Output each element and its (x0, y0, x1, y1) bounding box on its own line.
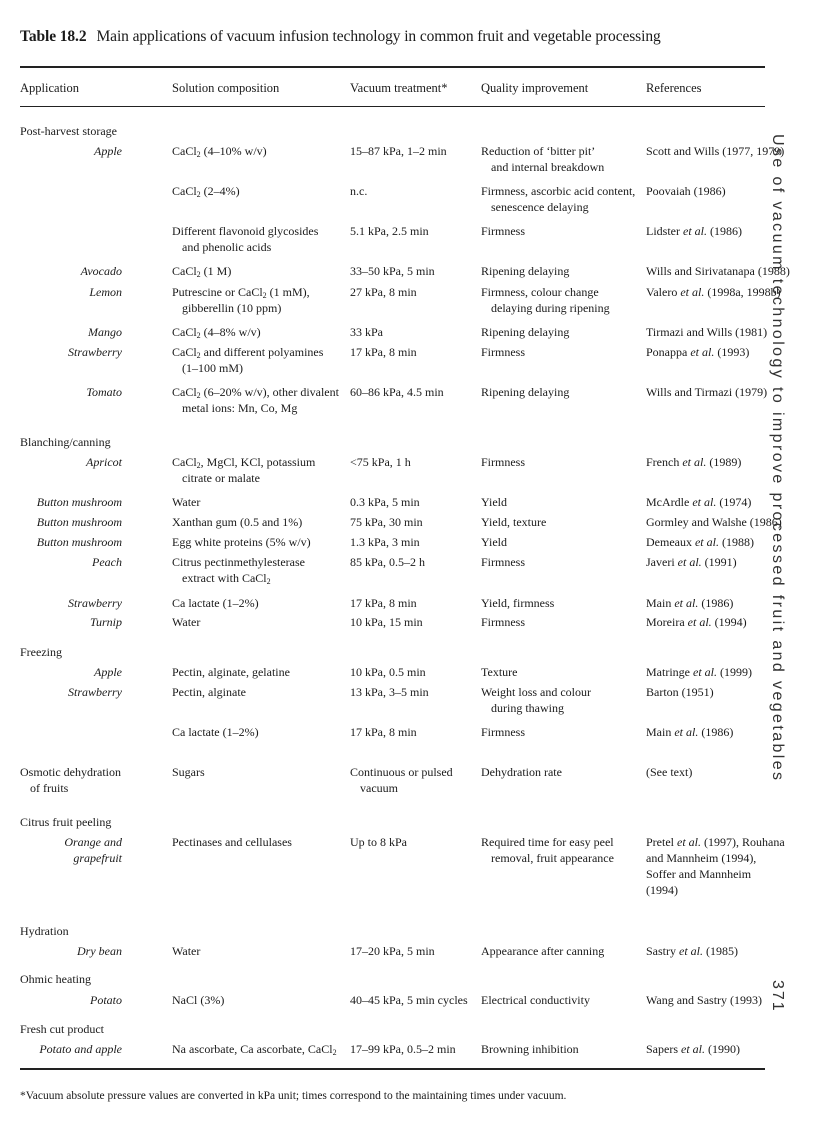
cell-qual: Firmness (481, 725, 526, 739)
cell-qual: Firmness (481, 455, 526, 469)
cell-app: Strawberry (68, 345, 122, 359)
cell-sol: Sugars (172, 765, 205, 779)
cell-qual: Firmness (481, 224, 526, 238)
cell-qual: Electrical conductivity (481, 993, 590, 1007)
cell-sol: CaCl$_2$ (4–8% w/v) (172, 325, 261, 340)
table-caption: Main applications of vacuum infusion technology in common fruit and vegetable processing (96, 28, 661, 45)
page-number: 371 (769, 980, 786, 1013)
section-hydration: Hydration (20, 924, 69, 938)
cell-sol: Pectin, alginate, gelatine (172, 665, 290, 679)
table-title (20, 28, 661, 46)
cell-sol: NaCl (3%) (172, 993, 225, 1007)
cell-ref: Sastry et al. (1985) (646, 944, 738, 958)
cell-sol: Water (172, 944, 201, 958)
cell-app: Avocado (80, 264, 122, 278)
cell-sol: CaCl$_2$, MgCl, KCl, potassium citrate or malate (172, 455, 316, 485)
section-ohmic: Ohmic heating (20, 972, 91, 986)
cell-sol: CaCl$_2$ (4–10% w/v) (172, 144, 267, 159)
cell-vac: 27 kPa, 8 min (350, 285, 417, 299)
cell-vac: 17–20 kPa, 5 min (350, 944, 435, 958)
cell-app: Apple (94, 665, 122, 679)
cell-vac: 33 kPa (350, 325, 383, 339)
cell-vac: Up to 8 kPa (350, 835, 407, 849)
cell-vac: 33–50 kPa, 5 min (350, 264, 435, 278)
cell-sol: Ca lactate (1–2%) (172, 596, 259, 610)
cell-ref: Tirmazi and Wills (1981) (646, 325, 768, 339)
cell-ref: Barton (1951) (646, 685, 714, 699)
cell-sol: Water (172, 495, 201, 509)
cell-qual: Ripening delaying (481, 325, 570, 339)
cell-vac: 15–87 kPa, 1–2 min (350, 144, 447, 158)
cell-ref: Javeri et al. (1991) (646, 555, 737, 569)
cell-app: Potato and apple (39, 1042, 122, 1056)
cell-vac: 17 kPa, 8 min (350, 725, 417, 739)
cell-vac: 60–86 kPa, 4.5 min (350, 385, 444, 399)
footnote: *Vacuum absolute pressure values are converted in kPa unit; times correspond to the maintaining times under vacuum. (20, 1090, 567, 1102)
cell-qual: Reduction of ‘bitter pit’ and internal breakdown (481, 144, 605, 174)
cell-ref: Demeaux et al. (1988) (646, 535, 754, 549)
cell-sol: CaCl$_2$ (1 M) (172, 264, 232, 279)
section-post-harvest: Post-harvest storage (20, 124, 117, 138)
cell-vac: <75 kPa, 1 h (350, 455, 411, 469)
section-fresh-cut: Fresh cut product (20, 1022, 104, 1036)
cell-qual: Firmness (481, 555, 526, 569)
cell-app: Button mushroom (36, 515, 122, 529)
cell-ref: Valero et al. (1998a, 1998b) (646, 285, 781, 299)
header-solution: Solution composition (172, 81, 280, 95)
header-application: Application (20, 81, 80, 95)
cell-sol: Pectinases and cellulases (172, 835, 292, 849)
cell-vac: 17–99 kPa, 0.5–2 min (350, 1042, 456, 1056)
cell-qual: Firmness, colour change delaying during ripening (481, 285, 610, 315)
cell-ref: Gormley and Walshe (1986) (646, 515, 782, 529)
cell-ref: Main et al. (1986) (646, 725, 734, 739)
cell-vac: 85 kPa, 0.5–2 h (350, 555, 425, 569)
cell-qual: Texture (481, 665, 518, 679)
cell-ref: Matringe et al. (1999) (646, 665, 752, 679)
cell-sol: Different flavonoid glycosides and phenolic acids (172, 224, 319, 254)
cell-sol: Na ascorbate, Ca ascorbate, CaCl$_2$ (172, 1042, 337, 1057)
bottom-rule (20, 1068, 765, 1070)
cell-ref: Wills and Sirivatanapa (1988) (646, 264, 790, 278)
cell-ref: Pretel et al. (1997), Rouhana and Mannheim (1994), Soffer and Mannheim (1994) (646, 835, 785, 897)
cell-qual: Browning inhibition (481, 1042, 579, 1056)
cell-ref: Moreira et al. (1994) (646, 615, 747, 629)
header-quality: Quality improvement (481, 81, 589, 95)
cell-ref: McArdle et al. (1974) (646, 495, 752, 509)
cell-vac: 40–45 kPa, 5 min cycles (350, 993, 468, 1007)
cell-sol: Ca lactate (1–2%) (172, 725, 259, 739)
cell-sol: Putrescine or CaCl$_2$ (1 mM), gibberellin (10 ppm) (172, 285, 310, 315)
cell-vac: 1.3 kPa, 3 min (350, 535, 420, 549)
cell-app: Orange and grapefruit (64, 835, 122, 865)
cell-qual: Ripening delaying (481, 385, 570, 399)
cell-ref: Poovaiah (1986) (646, 184, 726, 198)
cell-ref: French et al. (1989) (646, 455, 742, 469)
cell-app: Mango (88, 325, 122, 339)
cell-vac: Continuous or pulsed vacuum (350, 765, 453, 795)
cell-ref: Wills and Tirmazi (1979) (646, 385, 768, 399)
cell-sol: CaCl$_2$ and different polyamines (1–100 mM) (172, 345, 324, 375)
cell-sol: Citrus pectinmethylesterase extract with CaCl$_2$ (172, 555, 305, 586)
cell-sol: Egg white proteins (5% w/v) (172, 535, 311, 549)
cell-qual: Firmness, ascorbic acid content, senescence delaying (481, 184, 636, 214)
cell-qual: Firmness (481, 345, 526, 359)
cell-vac: 17 kPa, 8 min (350, 596, 417, 610)
cell-app: Turnip (89, 615, 122, 629)
cell-qual: Ripening delaying (481, 264, 570, 278)
cell-qual: Yield (481, 495, 507, 509)
cell-qual: Required time for easy peel removal, fruit appearance (481, 835, 614, 865)
cell-app: Strawberry (68, 685, 122, 699)
cell-qual: Yield (481, 535, 507, 549)
cell-sol: CaCl$_2$ (6–20% w/v), other divalent metal ions: Mn, Co, Mg (172, 385, 339, 415)
cell-qual: Appearance after canning (481, 944, 605, 958)
cell-app: Peach (92, 555, 122, 569)
header-references: References (646, 81, 702, 95)
cell-vac: 10 kPa, 15 min (350, 615, 423, 629)
cell-qual: Weight loss and colour during thawing (481, 685, 592, 715)
cell-sol: Water (172, 615, 201, 629)
cell-ref: Main et al. (1986) (646, 596, 734, 610)
cell-app: Apple (94, 144, 122, 158)
cell-ref: Sapers et al. (1990) (646, 1042, 740, 1056)
cell-vac: 0.3 kPa, 5 min (350, 495, 420, 509)
cell-app: Button mushroom (36, 495, 122, 509)
cell-vac: 75 kPa, 30 min (350, 515, 423, 529)
cell-vac: 17 kPa, 8 min (350, 345, 417, 359)
cell-qual: Firmness (481, 615, 526, 629)
cell-app: Strawberry (68, 596, 122, 610)
cell-sol: CaCl$_2$ (2–4%) (172, 184, 240, 199)
cell-vac: n.c. (350, 184, 368, 198)
cell-qual: Yield, firmness (481, 596, 555, 610)
section-blanching: Blanching/canning (20, 435, 111, 449)
cell-sol: Xanthan gum (0.5 and 1%) (172, 515, 303, 529)
cell-vac: 13 kPa, 3–5 min (350, 685, 429, 699)
cell-ref: Wang and Sastry (1993) (646, 993, 763, 1007)
cell-app: Button mushroom (36, 535, 122, 549)
cell-vac: 10 kPa, 0.5 min (350, 665, 426, 679)
cell-ref: Ponappa et al. (1993) (646, 345, 750, 359)
section-freezing: Freezing (20, 645, 62, 659)
cell-app: Apricot (86, 455, 122, 469)
cell-ref: (See text) (646, 765, 693, 779)
header-rule (20, 106, 765, 107)
cell-ref: Scott and Wills (1977, 1979) (646, 144, 785, 158)
section-osmotic: Osmotic dehydration of fruits (20, 765, 121, 795)
table-number: Table 18.2 (20, 28, 87, 45)
cell-vac: 5.1 kPa, 2.5 min (350, 224, 429, 238)
cell-app: Lemon (89, 285, 122, 299)
cell-app: Potato (90, 993, 122, 1007)
header-vacuum: Vacuum treatment* (350, 81, 448, 95)
cell-app: Tomato (86, 385, 122, 399)
cell-app: Dry bean (77, 944, 122, 958)
section-citrus: Citrus fruit peeling (20, 815, 112, 829)
cell-qual: Yield, texture (481, 515, 547, 529)
cell-sol: Pectin, alginate (172, 685, 246, 699)
top-rule (20, 66, 765, 68)
running-head: Use of vacuum technology to improve processed fruit and vegetables (769, 134, 786, 783)
cell-ref: Lidster et al. (1986) (646, 224, 742, 238)
cell-qual: Dehydration rate (481, 765, 562, 779)
